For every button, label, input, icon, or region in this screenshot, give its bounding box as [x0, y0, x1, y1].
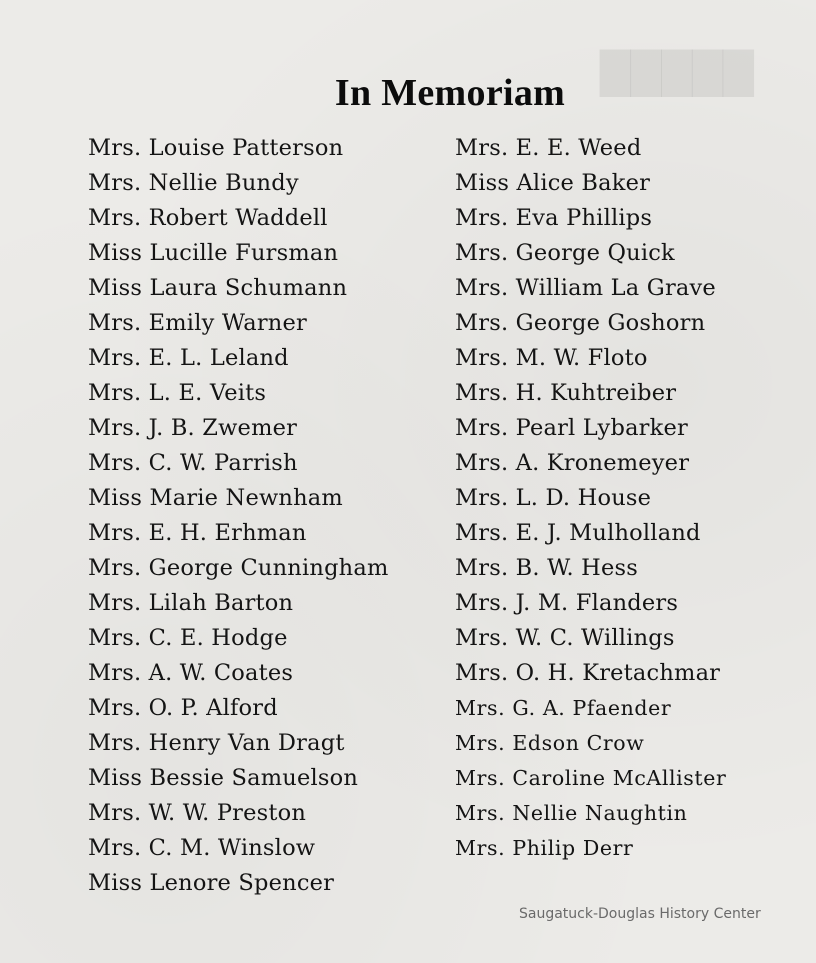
name-entry: Mrs. C. M. Winslow — [88, 835, 316, 861]
name-entry: Mrs. E. H. Erhman — [88, 520, 307, 546]
name-entry: Mrs. Caroline McAllister — [455, 766, 727, 790]
right-name-column — [455, 131, 726, 866]
name-entry: Mrs. George Goshorn — [455, 310, 706, 336]
name-entry: Mrs. Edson Crow — [455, 731, 645, 755]
name-entry: Mrs. G. A. Pfaender — [455, 696, 672, 720]
name-entry: Miss Lucille Fursman — [88, 240, 339, 266]
name-entry: Mrs. Robert Waddell — [88, 205, 328, 231]
name-entry: Mrs. L. E. Veits — [88, 380, 267, 406]
name-entry: Mrs. Nellie Bundy — [88, 170, 299, 196]
name-entry: Miss Lenore Spencer — [88, 870, 335, 896]
name-entry: Mrs. B. W. Hess — [455, 555, 639, 581]
name-entry: Miss Bessie Samuelson — [88, 765, 359, 791]
name-entry: Mrs. George Cunningham — [88, 555, 389, 581]
name-entry: Mrs. Lilah Barton — [88, 590, 294, 616]
page-title: In Memoriam — [334, 72, 566, 115]
name-entry: Miss Laura Schumann — [88, 275, 348, 301]
name-entry: Mrs. A. Kronemeyer — [455, 450, 690, 476]
name-entry: Miss Marie Newnham — [88, 485, 343, 511]
name-entry: Mrs. L. D. House — [455, 485, 652, 511]
name-entry: Mrs. W. W. Preston — [88, 800, 307, 826]
name-entry: Mrs. H. Kuhtreiber — [455, 380, 677, 406]
name-entry: Mrs. O. P. Alford — [88, 695, 278, 721]
name-entry: Mrs. Eva Phillips — [455, 205, 653, 231]
name-entry: Mrs. Henry Van Dragt — [88, 730, 345, 756]
name-entry: Mrs. Emily Warner — [88, 310, 307, 336]
name-entry: Mrs. J. B. Zwemer — [88, 415, 298, 441]
name-entry: Mrs. A. W. Coates — [88, 660, 294, 686]
name-entry: Mrs. Louise Patterson — [88, 135, 344, 161]
name-entry: Mrs. William La Grave — [455, 275, 716, 301]
name-entry: Mrs. George Quick — [455, 240, 675, 266]
name-entry: Mrs. E. J. Mulholland — [455, 520, 701, 546]
name-entry: Mrs. M. W. Floto — [455, 345, 648, 371]
watermark-credit: Saugatuck-Douglas History Center — [519, 906, 761, 922]
name-entry: Mrs. W. C. Willings — [455, 625, 675, 651]
left-name-column — [88, 131, 389, 901]
bleed-through-shadow: █████ — [600, 50, 754, 97]
name-entry: Mrs. E. E. Weed — [455, 135, 642, 161]
name-entry: Mrs. E. L. Leland — [88, 345, 289, 371]
name-entry: Mrs. C. E. Hodge — [88, 625, 288, 651]
name-entry: Mrs. Nellie Naughtin — [455, 801, 688, 825]
name-entry: Mrs. Philip Derr — [455, 836, 634, 860]
name-entry: Mrs. C. W. Parrish — [88, 450, 298, 476]
name-entry: Mrs. O. H. Kretachmar — [455, 660, 721, 686]
name-entry: Mrs. Pearl Lybarker — [455, 415, 688, 441]
name-entry: Miss Alice Baker — [455, 170, 651, 196]
name-entry: Mrs. J. M. Flanders — [455, 590, 679, 616]
